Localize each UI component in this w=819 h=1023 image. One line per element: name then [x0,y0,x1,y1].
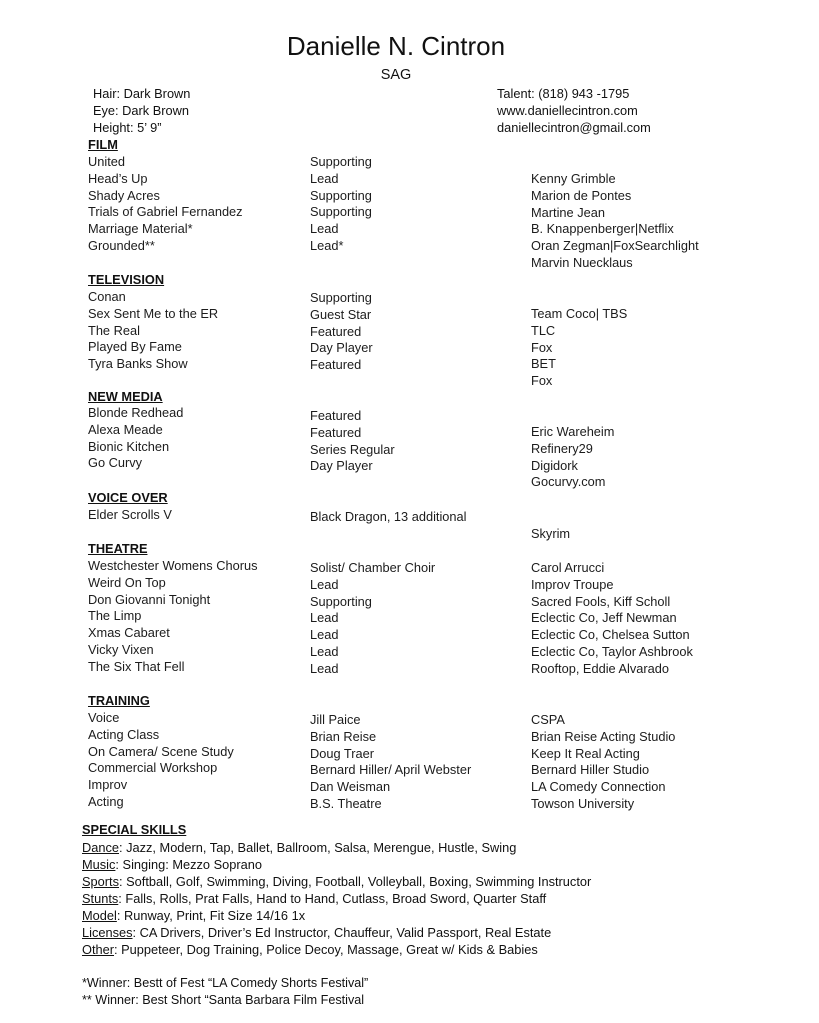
skill-details: : Falls, Rolls, Prat Falls, Hand to Hand, Cutlass, Broad Sword, Quarter Staff [118,891,547,906]
skill-details: : Softball, Golf, Swimming, Diving, Football, Volleyball, Boxing, Swimming Instructor [119,874,592,889]
credit-role: Dan Weisman [310,779,391,795]
credit-project: Acting Class [88,726,160,742]
credit-director: BET [531,356,556,372]
credit-project: Trials of Gabriel Fernandez [88,204,243,220]
credit-role: Lead* [310,237,344,253]
credit-director: Eclectic Co, Chelsea Sutton [531,627,690,643]
skill-category: Sports [82,874,119,889]
skill-details: : Runway, Print, Fit Size 14/16 1x [116,908,306,923]
credit-project: Tyra Banks Show [88,356,188,372]
credit-role: Lead [310,576,339,592]
credit-role: Black Dragon, 13 additional [310,509,467,524]
credit-project: Sex Sent Me to the ER [88,305,219,321]
credit-director: Team Coco| TBS [531,306,628,321]
credit-project: Acting [88,793,124,809]
skill-line [82,856,591,873]
credit-director: Improv Troupe [531,576,614,592]
television-role-column [310,290,373,374]
theatre-director-company-column [531,560,693,678]
credit-project: Vicky Vixen [88,641,154,657]
section-heading-television: TELEVISION [88,272,165,287]
credit-role: Lead [310,610,339,626]
credit-director: Fox [531,339,553,355]
credit-project: The Limp [88,608,142,624]
footnotes [82,975,368,1009]
credit-project: Conan [88,289,126,304]
stat-eye: Eye: Dark Brown [93,102,190,118]
credit-director: Martine Jean [531,204,605,220]
contact-website[interactable]: www.daniellecintron.com [497,102,638,118]
section-heading-theatre: THEATRE [88,541,148,556]
section-heading-new-media: NEW MEDIA [88,389,163,404]
credit-project: Blonde Redhead [88,405,184,420]
credit-role: Lead [310,221,339,237]
credit-project: Voice [88,710,120,725]
credit-director: B. Knappenberger|Netflix [531,221,674,237]
theatre-role-column [310,560,435,678]
credit-role: Supporting [310,187,372,203]
credit-role: Supporting [310,593,372,609]
credit-project: Played By Fame [88,339,182,355]
credit-project: Don Giovanni Tonight [88,591,211,607]
credit-director: LA Comedy Connection [531,779,666,795]
credit-project: The Real [88,322,140,338]
credit-director: Eclectic Co, Taylor Ashbrook [531,643,693,659]
contact-email[interactable]: daniellecintron@gmail.com [497,119,651,135]
credit-project: On Camera/ Scene Study [88,743,234,759]
credit-role: Doug Traer [310,745,375,761]
credit-project: Improv [88,777,128,793]
special-skills-list [82,839,591,958]
credit-role: Day Player [310,340,373,356]
section-heading-voice-over: VOICE OVER [88,490,168,505]
new-media-director-company-column [531,424,614,491]
credit-director: Towson University [531,795,635,811]
credit-project: Westchester Womens Chorus [88,558,258,573]
credit-director: TLC [531,322,556,338]
credit-director: Carol Arrucci [531,560,605,575]
credit-director: Keep It Real Acting [531,745,640,761]
television-project-column [88,289,218,373]
skill-category: Licenses [82,925,133,940]
credit-project: Weird On Top [88,574,166,590]
skill-details: : Singing: Mezzo Soprano [115,857,262,872]
credit-role: Lead [310,627,339,643]
footnote-2: ** Winner: Best Short “Santa Barbara Film Festival [82,993,365,1007]
credit-director: CSPA [531,712,565,727]
credit-director: Rooftop, Eddie Alvarado [531,660,670,676]
credit-project: Alexa Meade [88,421,163,437]
credit-project: United [88,154,125,169]
credit-project: Head’s Up [88,170,148,186]
skill-category: Music [82,857,116,872]
film-role-column [310,154,372,255]
voice-over-role-column [310,509,467,526]
television-director-company-column [531,306,627,390]
skill-details: : Puppeteer, Dog Training, Police Decoy, Massage, Great w/ Kids & Babies [114,942,538,957]
credit-role: Guest Star [310,306,372,322]
credit-role: Featured [310,323,362,339]
skill-category: Model [82,908,117,923]
credit-project: Xmas Cabaret [88,625,170,641]
training-role-column [310,712,471,813]
union-affiliation: SAG [380,67,412,83]
skill-details: : Jazz, Modern, Tap, Ballet, Ballroom, Salsa, Merengue, Hustle, Swing [119,840,517,855]
physical-stats [93,86,190,136]
credit-role: Solist/ Chamber Choir [310,560,436,575]
credit-project: The Six That Fell [88,658,185,674]
film-project-column [88,154,243,255]
credit-role: Day Player [310,458,373,474]
skill-category: Other [82,942,115,957]
credit-project: Bionic Kitchen [88,438,170,454]
training-project-column [88,710,234,811]
actor-name: Danielle N. Cintron [286,31,506,61]
footnote-1: *Winner: Bestt of Fest “LA Comedy Shorts Festival” [82,976,369,990]
skill-category: Dance [82,840,119,855]
skill-line [82,941,591,958]
section-heading-training: TRAINING [88,693,150,708]
skill-line [82,873,591,890]
credit-role: Brian Reise [310,728,377,744]
contact-phone: Talent: (818) 943 -1795 [497,86,630,101]
stat-height: Height: 5’ 9” [93,119,162,135]
credit-project: Go Curvy [88,455,143,471]
credit-project: Marriage Material* [88,221,193,237]
skill-line [82,907,591,924]
section-heading-special-skills: SPECIAL SKILLS [82,822,187,837]
credit-director: Eric Wareheim [531,424,615,439]
theatre-project-column [88,558,258,676]
credit-director: Brian Reise Acting Studio [531,728,676,744]
new-media-role-column [310,408,395,475]
skill-line [82,890,591,907]
credit-director: Refinery29 [531,440,593,456]
new-media-project-column [88,405,183,472]
credit-director: Marion de Pontes [531,187,632,203]
credit-role: Lead [310,170,339,186]
credit-director: Marvin Nuecklaus [531,254,633,270]
credit-project: Elder Scrolls V [88,507,172,522]
credit-director: Oran Zegman|FoxSearchlight [531,238,699,254]
stat-hair: Hair: Dark Brown [93,86,191,101]
credit-role: Jill Paice [310,712,361,727]
voice-over-director-company-column [531,526,570,543]
training-director-company-column [531,712,675,813]
skill-line [82,924,591,941]
credit-role: Lead [310,660,339,676]
credit-director: Gocurvy.com [531,474,606,490]
credit-director: Kenny Grimble [531,171,616,186]
credit-role: Supporting [310,204,372,220]
credit-director: Fox [531,373,553,389]
credit-director: Bernard Hiller Studio [531,762,650,778]
skill-line [82,839,591,856]
section-heading-film: FILM [88,137,118,152]
credit-role: Featured [310,424,362,440]
credit-project: Shady Acres [88,187,160,203]
credit-director: Sacred Fools, Kiff Scholl [531,593,671,609]
credit-director: Digidork [531,457,578,473]
credit-project: Commercial Workshop [88,760,218,776]
skill-details: : CA Drivers, Driver’s Ed Instructor, Chauffeur, Valid Passport, Real Estate [132,925,552,940]
credit-role: Supporting [310,290,372,305]
credit-role: B.S. Theatre [310,795,382,811]
credit-director: Skyrim [531,526,571,541]
credit-role: Series Regular [310,441,395,457]
credit-role: Bernard Hiller/ April Webster [310,762,472,778]
credit-director: Eclectic Co, Jeff Newman [531,610,677,626]
contact-info [497,86,651,136]
credit-role: Featured [310,357,362,373]
credit-role: Supporting [310,154,372,169]
voice-over-project-column [88,507,172,524]
credit-role: Lead [310,643,339,659]
credit-role: Featured [310,408,362,423]
credit-project: Grounded** [88,237,155,253]
film-director-company-column [531,171,699,272]
skill-category: Stunts [82,891,119,906]
